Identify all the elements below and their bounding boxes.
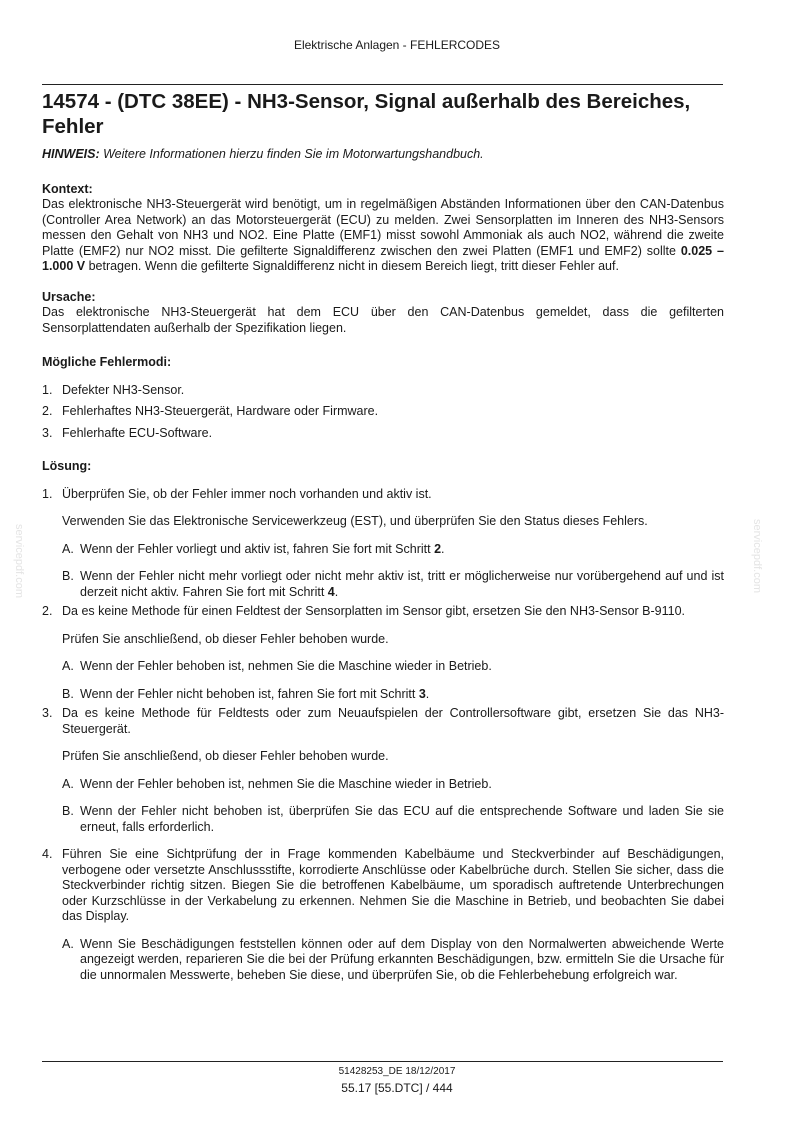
failure-mode-item: 3. Fehlerhafte ECU-Software. (42, 425, 213, 440)
solution-step-1a: A. Wenn der Fehler vorliegt und aktiv ist, fahren Sie fort mit Schritt 2. (62, 541, 445, 556)
failure-modes-heading: Mögliche Fehlermodi: (42, 355, 172, 369)
step-reference: 4 (327, 584, 335, 599)
footer-divider (42, 1061, 723, 1062)
context-voltage-range: 0.025 – 1.000 V (42, 243, 724, 273)
solution-step-1: 1. Überprüfen Sie, ob der Fehler immer noch vorhanden und aktiv ist. (42, 486, 432, 501)
solution-step-4: 4. Führen Sie eine Sichtprüfung der in Frage kommenden Kabelbäume und Steckverbinder auf Beschädigungen, verbogene oder versetzte Anschlussstifte, korrodierte Anschlüsse oder Kabelbrüche durch. Stellen Sie sicher, dass die Steckverbinder richtig sitzen. Biegen Sie die betroffenen Kabelbäume, um sporadisch auftretende Unterbrechungen oder Kurzschlüsse in der Verkabelung zu erkennen. Nehmen Sie die Maschine in Betrieb, und beobachten Sie dabei das Display. (42, 847, 724, 923)
solution-step-2a: A. Wenn der Fehler behoben ist, nehmen Sie die Maschine wieder in Betrieb. (62, 659, 492, 673)
failure-mode-item: 2. Fehlerhaftes NH3-Steuergerät, Hardware oder Firmware. (42, 404, 379, 418)
context-heading: Kontext: (42, 181, 93, 196)
solution-step-2b: B. Wenn der Fehler nicht behoben ist, fahren Sie fort mit Schritt 3. (62, 686, 430, 701)
watermark-left: servicepdf.com (12, 524, 25, 598)
cause-heading: Ursache: (42, 289, 96, 304)
step-reference: 3 (418, 686, 426, 701)
solution-step-2: 2. Da es keine Methode für einen Feldtest der Sensorplatten im Sensor gibt, ersetzen Sie den NH3-Sensor B-9110. (42, 604, 686, 618)
solution-heading: Lösung: (42, 459, 92, 473)
page-title: 14574 - (DTC 38EE) - NH3-Sensor, Signal außerhalb des Bereiches, Fehler (42, 90, 691, 138)
document-body (42, 147, 724, 983)
step-reference: 2 (434, 541, 442, 556)
solution-step-4a: A. Wenn Sie Beschädigungen feststellen können oder auf dem Display von den Normalwerten abweichende Werte angezeigt werden, reparieren Sie die bei der Prüfung erkannten Beschädigungen, bzw. ermitteln Sie die Ursache für die unnormalen Messwerte, beheben Sie diese, und überprüfen Sie, ob die Fehlerbehebung erfolgreich war. (62, 936, 724, 982)
solution-step-2-detail: Prüfen Sie anschließend, ob dieser Fehler behoben wurde. (62, 631, 389, 646)
context-text-1: Das elektronische NH3-Steuergerät wird benötigt, um in regelmäßigen Abständen Informationen über den CAN-Datenbus (Controller Area Network) an das Motorsteuergerät (ECU) zu melden. Zwei Sensorplatten im Inneren des NH3-Sensors messen den Gehalt von NH3 und NO2. Eine Platte (EMF1) misst sowohl Ammoniak als auch NO2, während die zweite Platte (EMF2) nur NO2 misst. Die gefilterte Signaldifferenz zwischen den zwei Platten (EMF1 und EMF2) sollte (42, 197, 724, 258)
solution-step-3a: A. Wenn der Fehler behoben ist, nehmen Sie die Maschine wieder in Betrieb. (62, 776, 492, 791)
solution-step-3: 3. Da es keine Methode für Feldtests oder zum Neuaufspielen der Controllersoftware gibt, ersetzen Sie das NH3-Steuergerät. (42, 706, 724, 736)
note-label: HINWEIS: (42, 147, 100, 161)
note-text: Weitere Informationen hierzu finden Sie im Motorwartungshandbuch. (99, 147, 484, 161)
context-paragraph (42, 197, 724, 275)
context-text-2: betragen. Wenn die gefilterte Signaldifferenz nicht in diesem Bereich liegt, tritt dieser Fehler auf. (85, 259, 619, 273)
solution-step-3b: B. Wenn der Fehler nicht behoben ist, überprüfen Sie das ECU auf die entsprechende Software und laden Sie sie erneut, falls erforderlich. (62, 804, 724, 834)
watermark-right: servicepdf.com (750, 519, 763, 593)
footer-page-number: 55.17 [55.DTC] / 444 (341, 1081, 453, 1095)
note (42, 147, 724, 163)
solution-step-1b: B. Wenn der Fehler nicht mehr vorliegt oder nicht mehr aktiv ist, tritt er möglicherweise nur vorübergehend auf und ist derzeit nicht aktiv. Fahren Sie fort mit Schritt 4. (62, 569, 724, 599)
solution-step-1-detail: Verwenden Sie das Elektronische Servicewerkzeug (EST), und überprüfen Sie den Status dieses Fehlers. (62, 514, 648, 528)
footer-doc-code: 51428253_DE 18/12/2017 (338, 1066, 456, 1077)
solution-step-3-detail: Prüfen Sie anschließend, ob dieser Fehler behoben wurde. (62, 749, 389, 763)
cause-paragraph: Das elektronische NH3-Steuergerät hat dem ECU über den CAN-Datenbus gemeldet, dass die gefilterten Sensorplattendaten außerhalb der Spezifikation liegen. (42, 305, 724, 335)
header-divider (42, 84, 723, 85)
running-header: Elektrische Anlagen - FEHLERCODES (293, 38, 501, 52)
failure-mode-item: 1. Defekter NH3-Sensor. (42, 382, 185, 397)
